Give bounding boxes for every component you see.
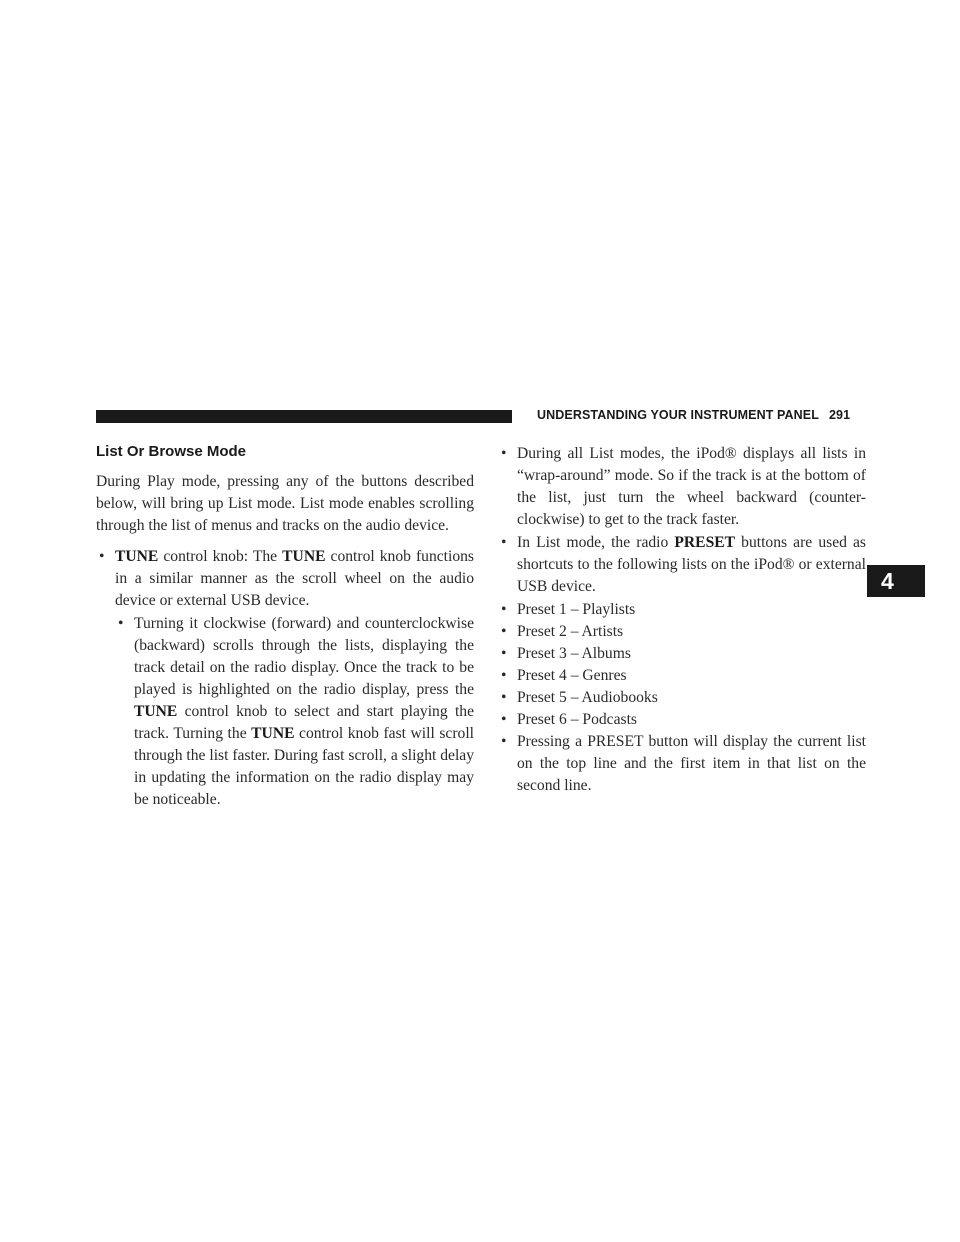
list-item: • Preset 5 – Audiobooks (498, 687, 866, 709)
bullet-icon: • (501, 534, 507, 551)
list-item: • Preset 6 – Podcasts (498, 709, 866, 731)
bullet-icon: • (501, 711, 507, 728)
bullet-icon: • (501, 667, 507, 684)
bullet-turning-knob: • Turning it clockwise (forward) and counterclockwise (backward) scrolls through the lists, displaying the track detail on the radio display. Once the track to be played is highlighted on the radio display, press the TUNE control knob to select and start playing the track. Turning the TUNE control knob fast will scroll through the list faster. During fast scroll, a slight delay in updating the information on the radio display may be noticeable. (118, 615, 474, 808)
bullet-icon: • (99, 548, 105, 565)
list-item: • Preset 2 – Artists (498, 621, 866, 643)
bullet-icon: • (501, 689, 507, 706)
list-item: • Preset 4 – Genres (498, 665, 866, 687)
bullet-icon: • (501, 601, 507, 618)
bullet-preset-shortcuts: • In List mode, the radio PRESET buttons are used as shortcuts to the following lists on the iPod® or external USB device. (501, 534, 866, 595)
intro-paragraph: During Play mode, pressing any of the buttons described below, will bring up List mode. List mode enables scrolling through the list of menus and tracks on the audio device. (96, 473, 474, 534)
chapter-tab: 4 (867, 565, 925, 597)
bullet-icon: • (501, 445, 507, 462)
right-column (498, 443, 866, 797)
page-number: 291 (828, 408, 851, 422)
bullet-preset-display: • Pressing a PRESET button will display the current list on the top line and the first item in that list on the second line. (501, 733, 866, 794)
running-header (537, 408, 850, 422)
section-title: List Or Browse Mode (96, 443, 247, 460)
left-column (96, 443, 474, 812)
bullet-icon: • (118, 615, 124, 632)
header-rule (96, 410, 512, 423)
list-item: • Preset 3 – Albums (498, 643, 866, 665)
bullet-tune-knob: • TUNE control knob: The TUNE control knob functions in a similar manner as the scroll wheel on the audio device or external USB device. (99, 548, 475, 609)
list-item: • Preset 1 – Playlists (498, 599, 866, 621)
bullet-wrap-around: • During all List modes, the iPod® displays all lists in “wrap-around” mode. So if the track is at the bottom of the list, just turn the wheel backward (counter-clockwise) to get to the track faster. (501, 445, 866, 528)
bullet-icon: • (501, 733, 507, 750)
bullet-icon: • (501, 645, 507, 662)
bullet-icon: • (501, 623, 507, 640)
header-section-title: UNDERSTANDING YOUR INSTRUMENT PANEL (537, 408, 819, 422)
